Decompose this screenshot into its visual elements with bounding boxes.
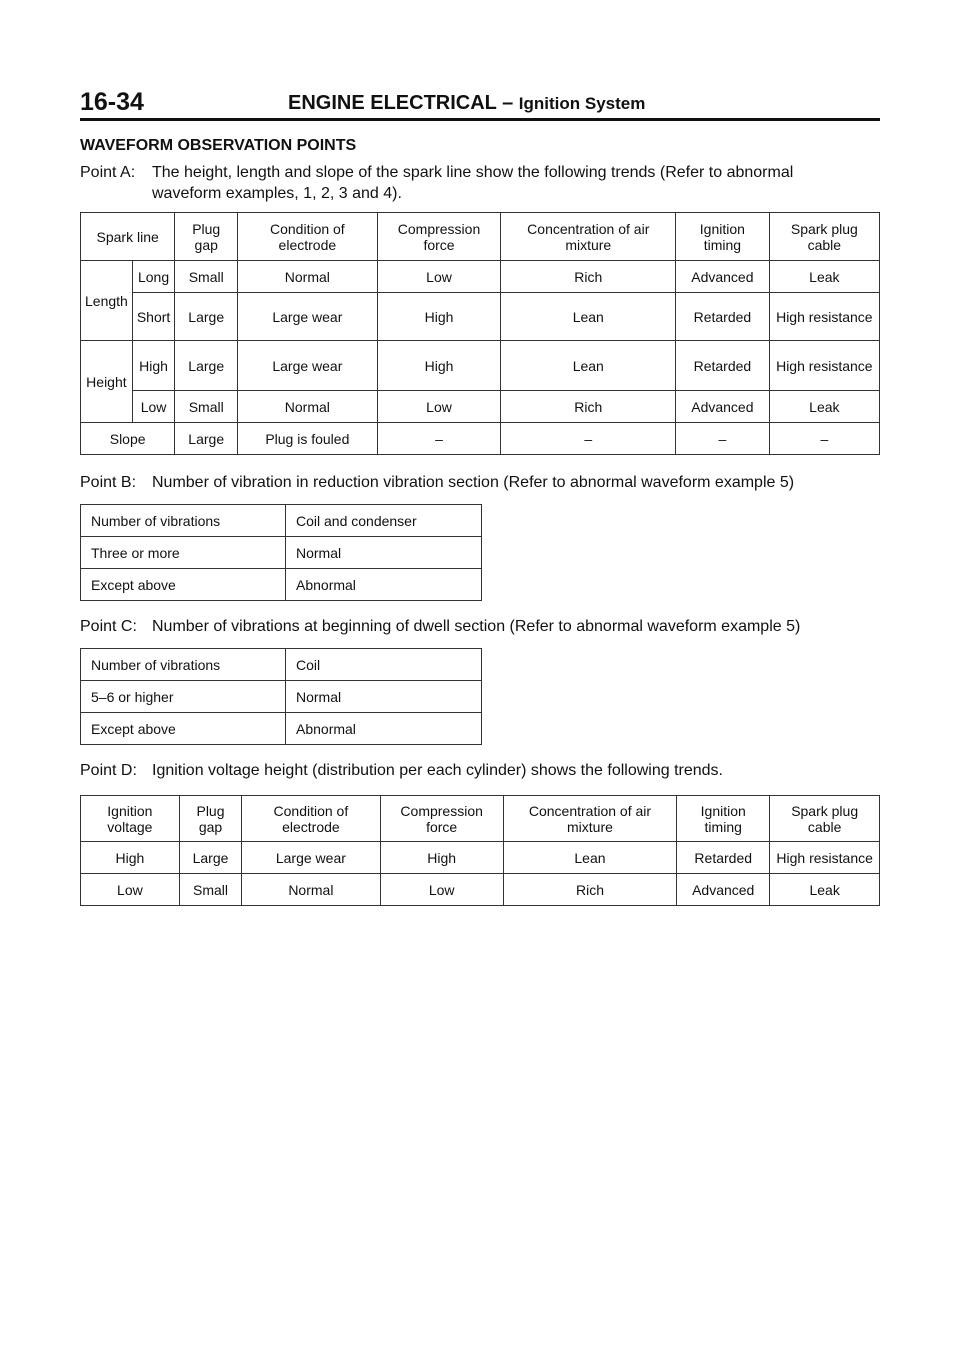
table-cell: – [676, 423, 770, 455]
table-row [81, 391, 880, 423]
table-row [81, 874, 880, 906]
table-cell: Retarded [676, 341, 770, 391]
table-row [81, 293, 880, 341]
section-heading: WAVEFORM OBSERVATION POINTS [80, 137, 357, 154]
table-cell: – [769, 423, 879, 455]
table-cell: Advanced [677, 874, 770, 906]
table-cell: – [377, 423, 501, 455]
table-cell: High [132, 341, 174, 391]
table-cell: Advanced [676, 261, 770, 293]
point-c-text: Number of vibrations at beginning of dwell section (Refer to abnormal waveform example 5) [152, 618, 801, 635]
table-cell: Low [377, 391, 501, 423]
table-point-a [80, 212, 880, 455]
table-cell: Low [377, 261, 501, 293]
table-cell: Lean [501, 293, 676, 341]
table-cell: Normal [238, 261, 377, 293]
table-row [81, 537, 482, 569]
table-cell: Large [175, 423, 238, 455]
header-cell: Ignition voltage [81, 796, 180, 842]
header-cell: Compression force [380, 796, 503, 842]
page-subtitle: Ignition System [518, 94, 646, 113]
row-group-label: Height [81, 341, 133, 423]
table-cell: Retarded [676, 293, 770, 341]
table-cell: Low [81, 874, 180, 906]
table-cell: Lean [501, 341, 676, 391]
table-cell: Normal [286, 681, 482, 713]
header-cell: Plug gap [179, 796, 242, 842]
header-cell: Spark plug cable [770, 796, 880, 842]
point-d-label: Point D: [80, 762, 137, 779]
header-cell: Spark line [81, 213, 175, 261]
header-cell: Compression force [377, 213, 501, 261]
header-cell: Ignition timing [677, 796, 770, 842]
header-cell: Concentration of air mixture [501, 213, 676, 261]
table-cell: High resistance [769, 293, 879, 341]
table-cell: Large [179, 842, 242, 874]
table-cell: High [81, 842, 180, 874]
row-group-label: Slope [81, 423, 175, 455]
table-cell: Small [175, 261, 238, 293]
page-header [80, 88, 880, 122]
table-row [81, 423, 880, 455]
table-cell: – [501, 423, 676, 455]
table-cell: Low [132, 391, 174, 423]
point-a-paragraph [80, 162, 890, 204]
table-cell: Large wear [238, 293, 377, 341]
table-cell: Rich [501, 391, 676, 423]
table-cell: Small [179, 874, 242, 906]
table-cell: High [380, 842, 503, 874]
point-d-paragraph [80, 760, 890, 781]
table-cell: Short [132, 293, 174, 341]
table-cell: Large wear [238, 341, 377, 391]
table-row [81, 713, 482, 745]
table-cell: High resistance [769, 341, 879, 391]
page-title [288, 92, 645, 115]
table-cell: Except above [81, 569, 286, 601]
table-row [81, 649, 482, 681]
table-cell: Small [175, 391, 238, 423]
header-cell: Condition of electrode [238, 213, 377, 261]
table-header-row [81, 796, 880, 842]
point-c-label: Point C: [80, 618, 137, 635]
table-row [81, 569, 482, 601]
table-cell: Leak [769, 391, 879, 423]
table-cell: High [377, 341, 501, 391]
point-b-label: Point B: [80, 474, 137, 491]
point-b-paragraph [80, 472, 890, 493]
table-cell: Large [175, 293, 238, 341]
point-a-text-1: The height, length and slope of the spark line show the following trends (Refer to abnormal [152, 164, 794, 181]
header-cell: Ignition timing [676, 213, 770, 261]
table-point-c [80, 648, 482, 745]
point-a-text-2: waveform examples, 1, 2, 3 and 4). [152, 185, 402, 202]
table-cell: Advanced [676, 391, 770, 423]
header-cell: Condition of electrode [242, 796, 380, 842]
table-cell: High [377, 293, 501, 341]
row-group-label: Length [81, 261, 133, 341]
table-cell: Coil [286, 649, 482, 681]
table-row [81, 842, 880, 874]
table-cell: Normal [286, 537, 482, 569]
table-cell: Normal [238, 391, 377, 423]
header-rule [80, 118, 880, 121]
table-cell: 5–6 or higher [81, 681, 286, 713]
table-cell: Abnormal [286, 713, 482, 745]
point-c-paragraph [80, 616, 890, 637]
table-cell: Plug is fouled [238, 423, 377, 455]
table-header-row [81, 213, 880, 261]
table-row [81, 261, 880, 293]
table-row [81, 681, 482, 713]
table-cell: Number of vibrations [81, 505, 286, 537]
table-cell: Abnormal [286, 569, 482, 601]
table-cell: Rich [503, 874, 676, 906]
table-cell: Large wear [242, 842, 380, 874]
table-cell: Three or more [81, 537, 286, 569]
point-d-text: Ignition voltage height (distribution per each cylinder) shows the following trends. [152, 762, 723, 779]
header-cell: Spark plug cable [769, 213, 879, 261]
table-point-d [80, 795, 880, 906]
table-row [81, 505, 482, 537]
table-cell: High resistance [770, 842, 880, 874]
table-cell: Number of vibrations [81, 649, 286, 681]
header-cell: Plug gap [175, 213, 238, 261]
page-title-main: ENGINE ELECTRICAL [288, 92, 497, 114]
table-cell: Leak [770, 874, 880, 906]
title-dash: – [496, 92, 519, 114]
table-cell: Lean [503, 842, 676, 874]
table-cell: Coil and condenser [286, 505, 482, 537]
header-cell: Concentration of air mixture [503, 796, 676, 842]
point-b-text: Number of vibration in reduction vibration section (Refer to abnormal waveform example 5) [152, 474, 795, 491]
table-cell: Normal [242, 874, 380, 906]
table-cell: Rich [501, 261, 676, 293]
table-cell: Low [380, 874, 503, 906]
table-cell: Except above [81, 713, 286, 745]
table-cell: Retarded [677, 842, 770, 874]
table-cell: Long [132, 261, 174, 293]
table-cell: Large [175, 341, 238, 391]
page-number: 16-34 [80, 88, 144, 116]
table-cell: Leak [769, 261, 879, 293]
table-row [81, 341, 880, 391]
point-a-label: Point A: [80, 164, 136, 181]
table-point-b [80, 504, 482, 601]
